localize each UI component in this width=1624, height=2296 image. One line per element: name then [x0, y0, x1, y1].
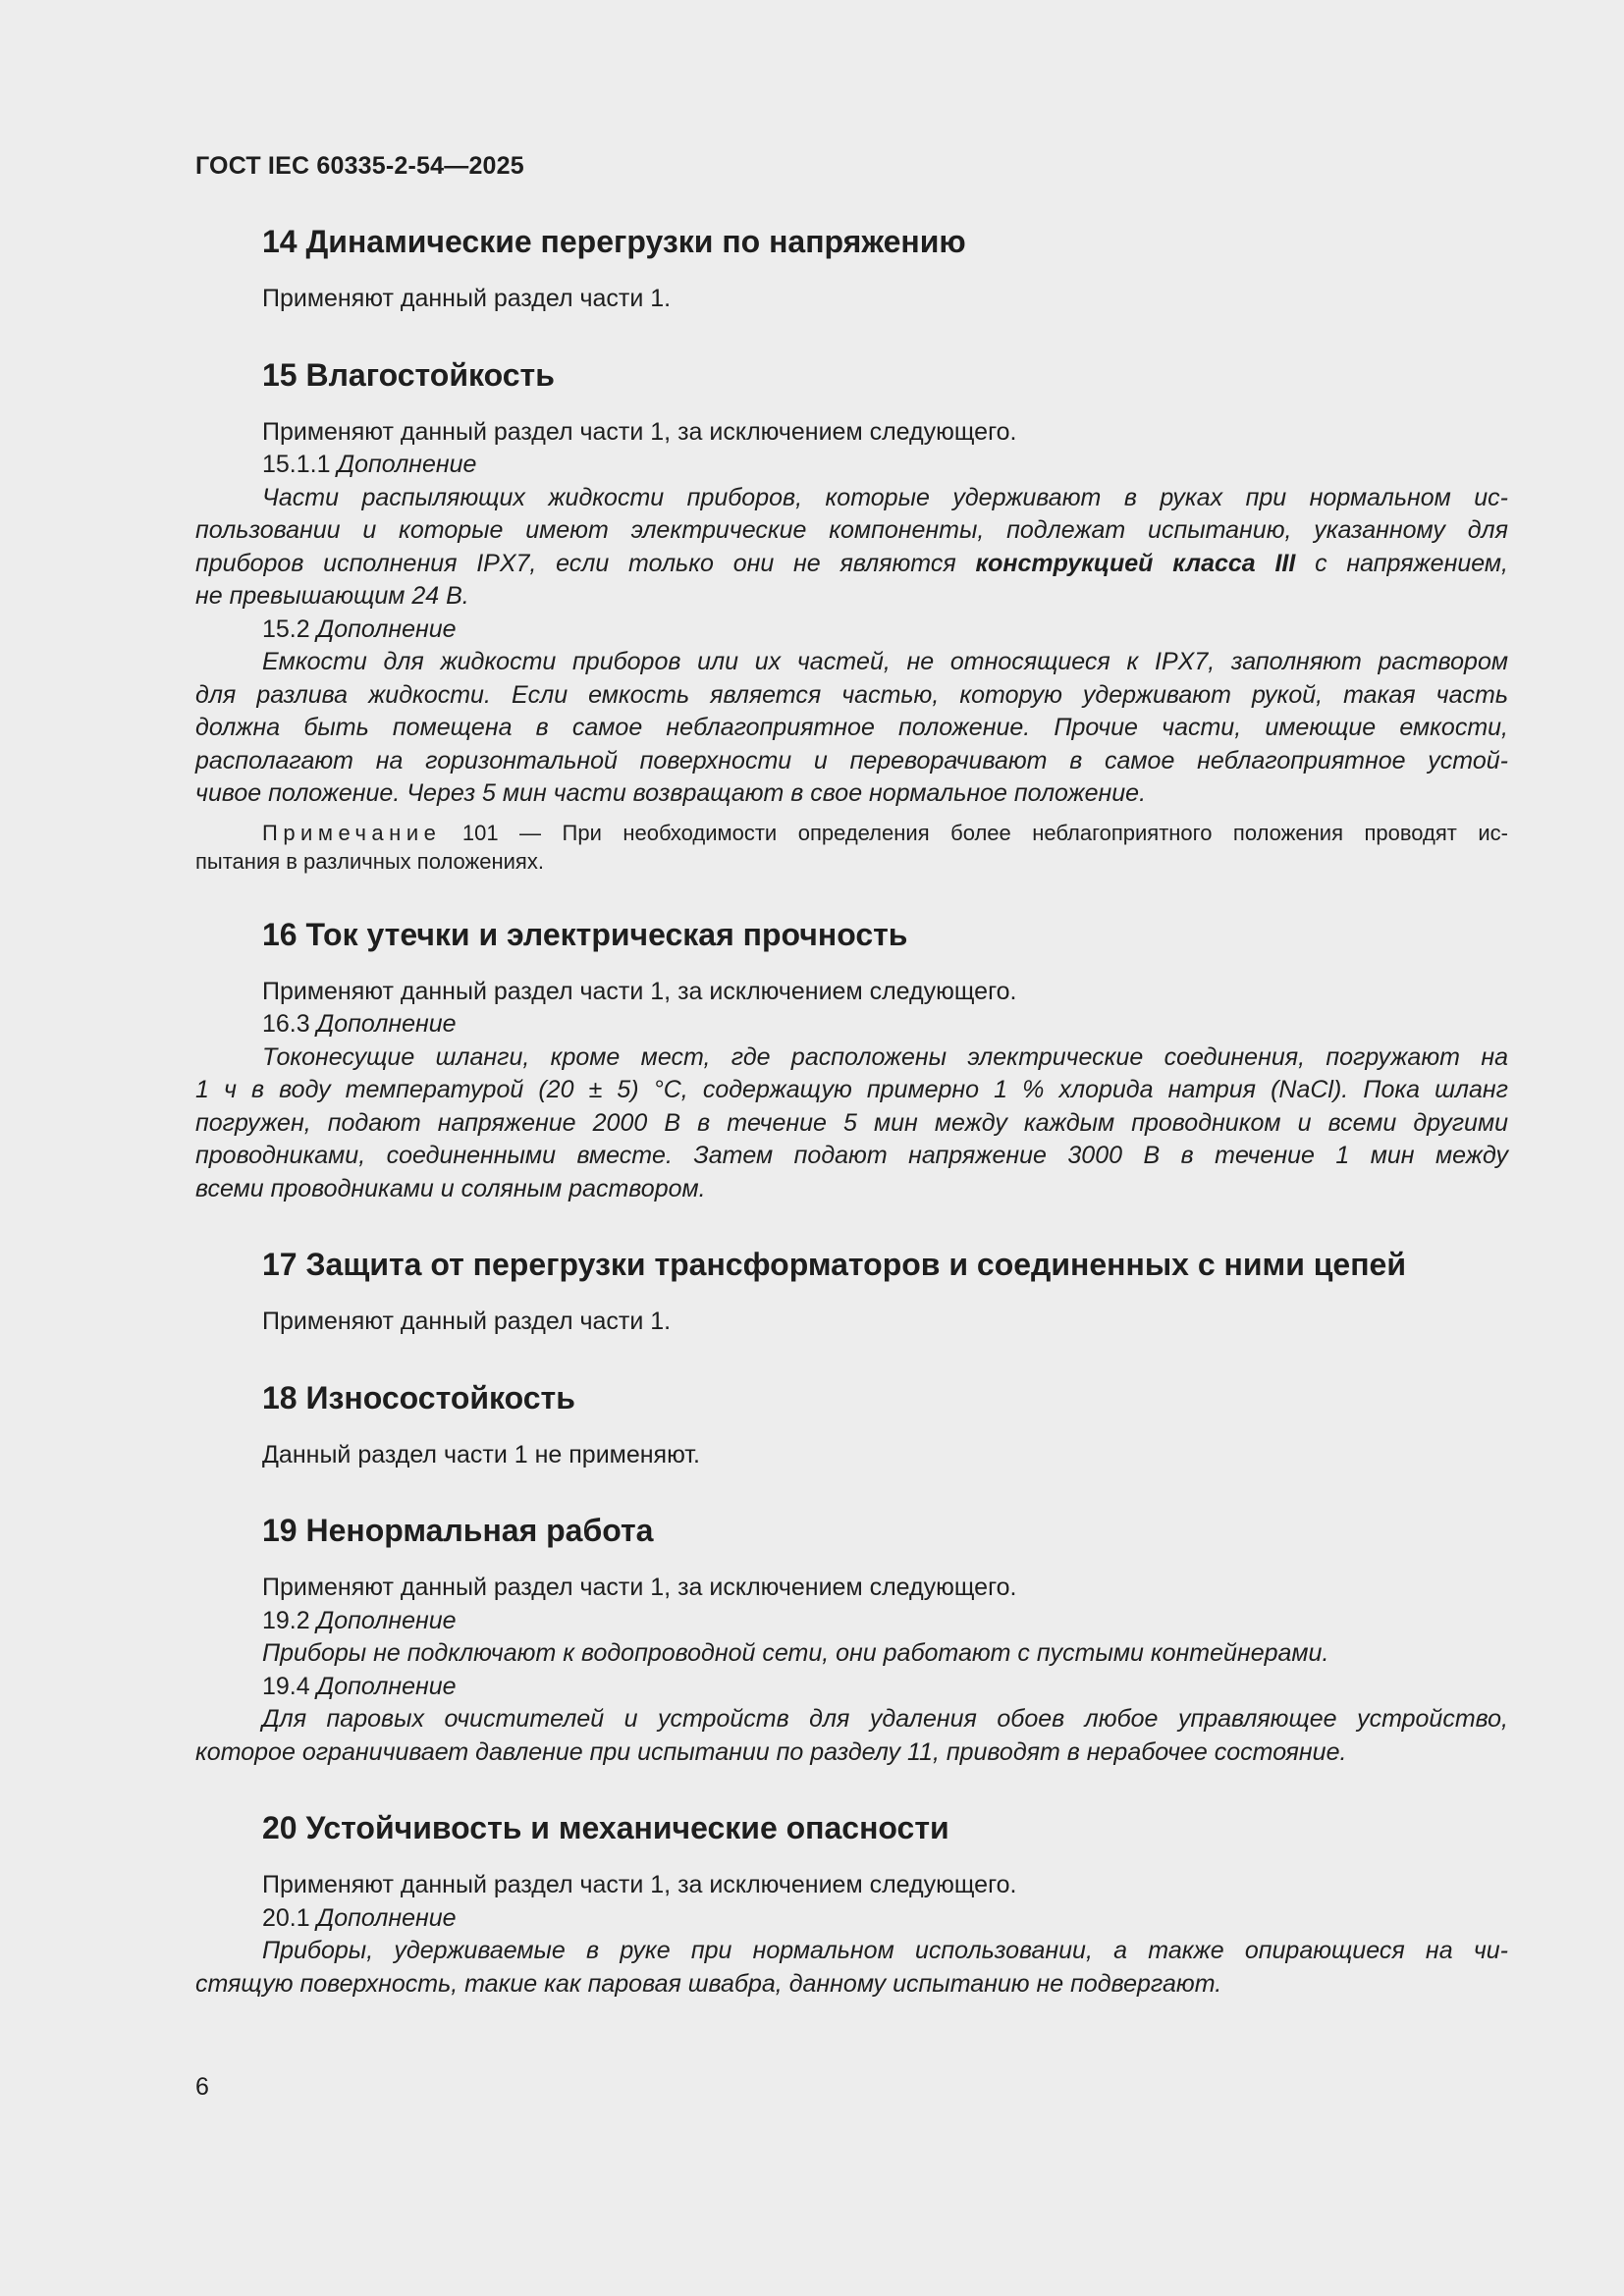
- clause-15-2-heading: [195, 614, 1508, 647]
- clause-text-part: приборов исполнения IPX7, если только они не являются: [195, 549, 956, 577]
- clause-16-3-line: проводниками, соединенными вместе. Затем подают напряжение 3000 В в течение 1 мин между: [195, 1142, 1508, 1169]
- clause-20-1-line: Приборы, удерживаемые в руке при нормальном использовании, а также опирающиеся на чи-: [262, 1937, 1508, 1964]
- clause-20-1-line: стящую поверхность, такие как паровая швабра, данному испытанию не подвергают.: [195, 1969, 1222, 1998]
- clause-16-3-heading: [195, 1008, 1508, 1041]
- section-20-intro: Применяют данный раздел части 1, за исключением следующего.: [262, 1871, 1017, 1898]
- clause-label: Дополнение: [316, 1672, 457, 1700]
- clause-label: Дополнение: [316, 614, 457, 643]
- note-101-line: [195, 819, 1508, 847]
- clause-label: Дополнение: [316, 1903, 457, 1932]
- section-15-heading: 15 Влагостойкость: [262, 356, 555, 393]
- clause-16-3-line: 1 ч в воду температурой (20 ± 5) °C, содержащую примерно 1 % хлорида натрия (NaCl). Пока шланг: [195, 1076, 1508, 1103]
- clause-number: 16.3: [262, 1010, 310, 1038]
- defined-term: конструкцией класса III: [975, 549, 1296, 577]
- section-20-heading: 20 Устойчивость и механические опасности: [262, 1810, 949, 1845]
- clause-19-2-heading: [195, 1605, 1508, 1638]
- clause-20-1-heading: [195, 1902, 1508, 1936]
- clause-16-3-line: всеми проводниками и соляным раствором.: [195, 1174, 706, 1202]
- clause-15-2-line: чивое положение. Через 5 мин части возвращают в свое нормальное положение.: [195, 779, 1147, 807]
- page-number: 6: [195, 2073, 209, 2101]
- clause-number: 15.2: [262, 614, 310, 643]
- section-18-heading: 18 Износостойкость: [262, 1379, 575, 1415]
- note-text: 101 — При необходимости определения более неблагоприятного положения проводят ис-: [461, 820, 1508, 845]
- clause-label: Дополнение: [316, 1010, 457, 1038]
- clause-15-1-1-heading: [195, 449, 1508, 482]
- clause-19-4-line: которое ограничивает давление при испытании по разделу 11, приводят в нерабочее состояние.: [195, 1737, 1347, 1766]
- section-18-text: Данный раздел части 1 не применяют.: [262, 1440, 700, 1468]
- note-101-line: пытания в различных положениях.: [195, 848, 544, 874]
- section-15-intro: Применяют данный раздел части 1, за исключением следующего.: [262, 417, 1017, 446]
- clause-19-4-heading: [195, 1671, 1508, 1704]
- clause-15-2-line: должна быть помещена в самое неблагоприятное положение. Прочие части, имеющие емкости,: [195, 714, 1508, 741]
- section-16-heading: 16 Ток утечки и электрическая прочность: [262, 916, 908, 952]
- section-19-intro: Применяют данный раздел части 1, за исключением следующего.: [262, 1574, 1017, 1601]
- clause-label: Дополнение: [316, 1606, 457, 1634]
- clause-19-4-line: Для паровых очистителей и устройств для удаления обоев любое управляющее устройство,: [262, 1705, 1508, 1733]
- clause-15-2-line: располагают на горизонтальной поверхности и переворачивают в самое неблагоприятное устой-: [195, 746, 1508, 774]
- clause-15-2-line: Емкости для жидкости приборов или их частей, не относящиеся к IPX7, заполняют раствором: [262, 648, 1508, 675]
- page-content: [195, 222, 1508, 2001]
- standard-code: ГОСТ IEC 60335-2-54—2025: [195, 152, 524, 180]
- note-label: Примечание: [262, 820, 442, 845]
- clause-15-1-1-line: [195, 548, 1508, 581]
- clause-label: Дополнение: [337, 451, 477, 478]
- clause-number: 15.1.1: [262, 451, 331, 478]
- clause-15-1-1-line: не превышающим 24 В.: [195, 582, 469, 610]
- clause-15-2-line: для разлива жидкости. Если емкость является частью, которую удерживают рукой, такая часть: [195, 680, 1508, 709]
- clause-15-1-1-line: Части распыляющих жидкости приборов, которые удерживают в руках при нормальном ис-: [262, 483, 1508, 511]
- clause-19-2-text: Приборы не подключают к водопроводной сети, они работают с пустыми контейнерами.: [262, 1639, 1329, 1667]
- clause-text-part: с напряжением,: [1315, 549, 1508, 577]
- clause-number: 19.4: [262, 1672, 310, 1700]
- clause-number: 20.1: [262, 1903, 310, 1932]
- section-17-heading: 17 Защита от перегрузки трансформаторов и соединенных с ними цепей: [262, 1247, 1407, 1282]
- clause-16-3-line: Токонесущие шланги, кроме мест, где расположены электрические соединения, погружают на: [262, 1042, 1508, 1071]
- section-19-heading: 19 Ненормальная работа: [262, 1513, 654, 1548]
- section-14-text: Применяют данный раздел части 1.: [262, 285, 672, 312]
- section-16-intro: Применяют данный раздел части 1, за исключением следующего.: [262, 977, 1017, 1005]
- section-14-heading: 14 Динамические перегрузки по напряжению: [262, 224, 966, 259]
- section-17-text: Применяют данный раздел части 1.: [262, 1308, 672, 1335]
- clause-number: 19.2: [262, 1606, 310, 1634]
- clause-16-3-line: погружен, подают напряжение 2000 В в течение 5 мин между каждым проводником и всеми другими: [195, 1108, 1508, 1137]
- clause-15-1-1-line: пользовании и которые имеют электрические компоненты, подлежат испытанию, указанному для: [195, 516, 1508, 544]
